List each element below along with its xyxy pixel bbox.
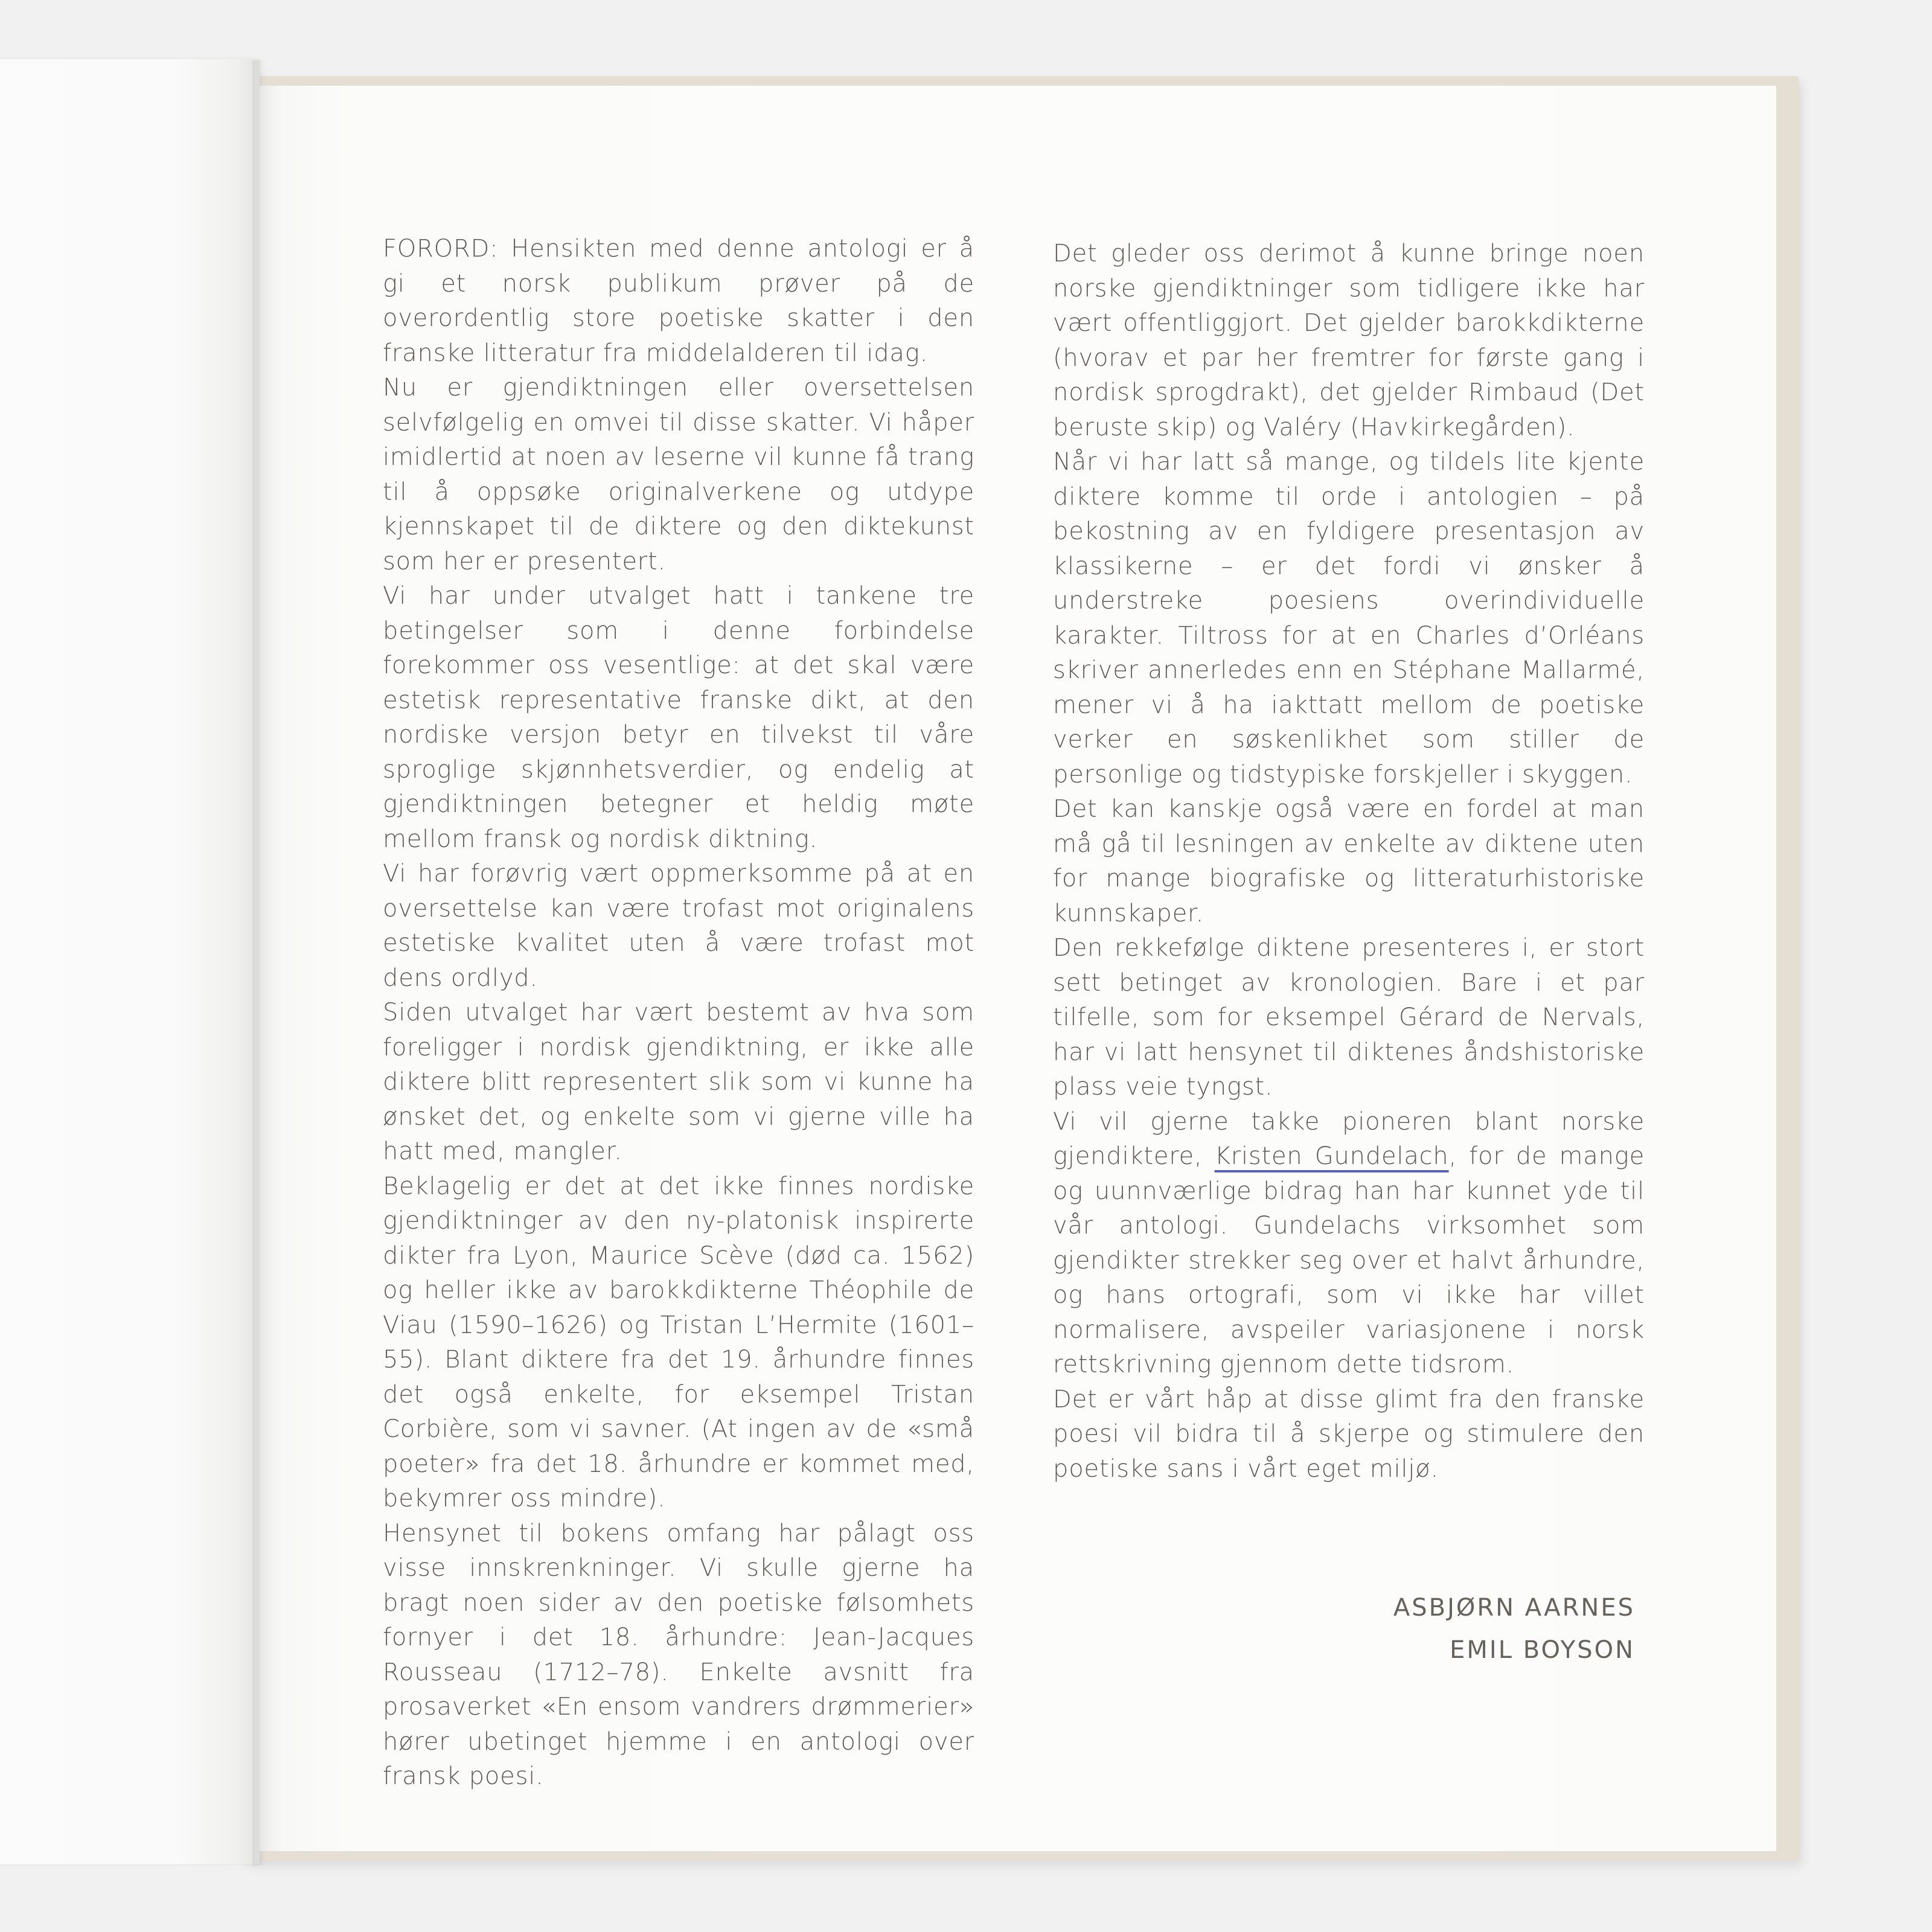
paragraph: Vi har forøvrig vært oppmerksomme på at en oversettelse kan være trofast mot originalens estetiske kvalitet uten å være trofast mot dens ordlyd. [383,860,974,992]
underlined-name: Kristen Gundelach [1214,1142,1449,1170]
thanks-paragraph [1053,1105,1645,1383]
left-page [0,59,260,1864]
preface-paragraph [383,232,974,371]
paragraph: Det gleder oss derimot å kunne bringe noen norske gjendiktninger som tidligere ikke har vært offentliggjort. Det gjelder barokkdikterne (hvorav et par her fremtrer for første gang i nordisk sprogdrakt), det gjelder Rimbaud (Det beruste skip) og Valéry (Havkirkegården). [1053,240,1645,441]
paragraph: Beklagelig er det at det ikke finnes nordiske gjendiktninger av den ny-platonisk inspirerte dikter fra Lyon, Maurice Scève (død ca. 1562) og heller ikke av barokkdikterne Théophile de Viau (1590–1626) og Tristan L’Hermite (1601–55). Blant diktere fra det 19. århundre finnes det også enkelte, for eksempel Tristan Corbière, som vi savner. (At ingen av de «små poeter» fra det 18. århundre er kommet med, bekymrer oss mindre). [383,1172,974,1512]
preface-intro-text: Hensikten med denne antologi er å gi et norsk publikum prøver på de overordentlig store poetiske skatter i den franske litteratur fra middelalderen til idag. [383,235,974,367]
paragraph: Vi har under utvalget hatt i tankene tre betingelser som i denne forbindelse forekommer oss vesentlige: at det skal være estetisk representative franske dikt, at den nordiske versjon betyr en tilvekst til våre sproglige skjønnhetsverdier, og endelig at gjendiktningen betegner et heldig møte mellom fransk og nordisk diktning. [383,582,974,853]
left-text-column [383,232,974,1794]
paragraph: Nu er gjendiktningen eller oversettelsen selvfølgelig en omvei til disse skatter. Vi håper imidlertid at noen av leserne vil kunne få trang til å oppsøke originalverkene og utdype kjennskapet til de diktere og den diktekunst som her er presentert. [383,374,974,575]
thanks-text-before: Vi vil gjerne takke pioneren blant norske gjendiktere, [1053,1107,1645,1170]
thanks-text-after: , for de mange og uunnværlige bidrag han har kunnet yde til vår antologi. Gundelachs virksomhet som gjendikter strekker seg over et halvt århundre, og hans ortografi, som vi ikke har villet normalisere, avspeiler variasjonene i norsk rettskrivning gjennom dette tidsrom. [1053,1142,1645,1378]
gutter-shadow [252,60,268,1866]
paragraph: Det kan kanskje også være en fordel at man må gå til lesningen av enkelte av diktene uten for mange biografiske og litteraturhistoriske kunnskaper. [1053,795,1645,927]
preface-label: FORORD: [383,235,499,263]
paragraph: Siden utvalget har vært bestemt av hva som foreligger i nordisk gjendiktning, er ikke alle diktere blitt representert slik som vi kunne ha ønsket det, og enkelte som vi gjerne ville ha hatt med, mangler. [383,999,974,1165]
paragraph: Hensynet til bokens omfang har pålagt oss visse innskrenkninger. Vi skulle gjerne ha bragt noen sider av den poetiske følsomhets fornyer i det 18. århundre: Jean-Jacques Rousseau (1712–78). Enkelte avsnitt fra prosaverket «En ensom vandrers drømmerier» hører ubetinget hjemme i en antologi over fransk poesi. [383,1519,974,1790]
signature-boyson: EMIL BOYSON [1450,1636,1635,1664]
paragraph: Når vi har latt så mange, og tildels lite kjente diktere komme til orde i antologien – på bekostning av en fyldigere presentasjon av klassikerne – er det fordi vi ønsker å understreke poesiens overindividuelle karakter. Tiltross for at en Charles d’Orléans skriver annerledes enn en Stéphane Mallarmé, mener vi å ha iakttatt mellom de poetiske verker en søskenlikhet som stiller de personlige og tidstypiske forskjeller i skyggen. [1053,448,1645,788]
signature-aarnes: ASBJØRN AARNES [1393,1594,1635,1622]
signature-block [1268,1587,1635,1671]
paragraph: Det er vårt håp at disse glimt fra den franske poesi vil bidra til å skjerpe og stimulere den poetiske sans i vårt eget miljø. [1053,1385,1645,1483]
right-text-column [1053,237,1645,1486]
paragraph: Den rekkefølge diktene presenteres i, er stort sett betinget av kronologien. Bare i et par tilfelle, som for eksempel Gérard de Nervals, har vi latt hensynet til diktenes åndshistoriske plass veie tyngst. [1053,934,1645,1101]
